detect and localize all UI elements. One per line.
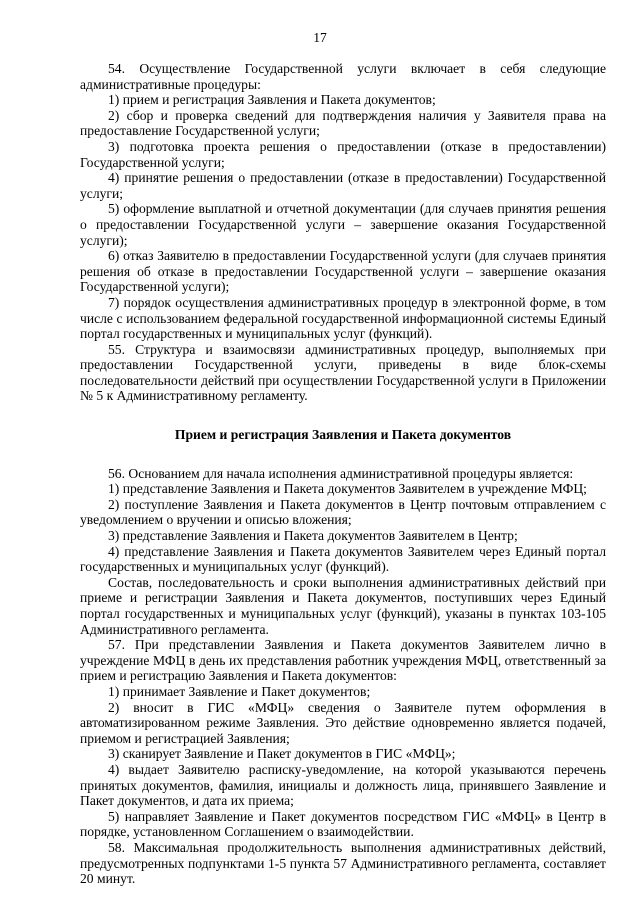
paragraph: 3) представление Заявления и Пакета документов Заявителем в Центр; [108,528,518,544]
paragraph: 5) оформление выплатной и отчетной документации (для случаев принятия решения о предоставлении Государственной услуги – завершение оказания Государственной услуги); [80,201,606,248]
paragraph: 7) порядок осуществления административных процедур в электронной форме, в том числе с использованием федеральной государственной информационной системы Единый портал государственных и муниципальных услуг (функций). [80,294,606,342]
paragraph: 56. Основанием для начала исполнения административной процедуры является: [108,465,574,481]
paragraph: 1) представление Заявления и Пакета документов Заявителем в учреждение МФЦ; [108,481,587,497]
paragraph: 1) прием и регистрация Заявления и Пакета документов; [108,92,436,108]
paragraph: 2) вносит в ГИС «МФЦ» сведения о Заявителе путем оформления в автоматизированном режиме Заявления. Это действие одновременно является подачей, приемом и регистрацией Заявления; [80,699,606,746]
paragraph: 4) выдает Заявителю расписку-уведомление, на которой указываются перечень принятых документов, фамилия, инициалы и должность лица, принявшего Заявление и Пакет документов, и дата их приема; [80,761,606,809]
paragraph: 4) принятие решения о предоставлении (отказе в предоставлении) Государственной услуги; [80,170,606,201]
paragraph: 3) подготовка проекта решения о предоставлении (отказе в предоставлении) Государственной услуги; [80,138,606,170]
section-procedures [80,61,606,404]
paragraph: 57. При представлении Заявления и Пакета документов Заявителем лично в учреждение МФЦ в день их представления работник учреждения МФЦ, ответственный за прием и регистрацию Заявления и Пакета документов: [80,637,606,684]
paragraph: 55. Структура и взаимосвязи административных процедур, выполняемых при предоставлении Государственной услуги, приведены в виде блок-схемы последовательности действий при осуществлении Государственной услуги в Приложении № 5 к Административному регламенту. [80,341,606,404]
paragraph: 6) отказ Заявителю в предоставлении Государственной услуги (для случаев принятия решения об отказе в предоставлении Государственной услуги – завершение оказания Государственной услуги); [80,248,606,295]
paragraph: 3) сканирует Заявление и Пакет документов в ГИС «МФЦ»; [108,746,456,762]
paragraph: Состав, последовательность и сроки выполнения административных действий при приеме и регистрации Заявления и Пакета документов, поступивших через Единый портал государственных и муниципальных услуг (функций), указаны в пунктах 103-105 Административного регламента. [80,574,606,637]
paragraph: 2) поступление Заявления и Пакета документов в Центр почтовым отправлением с уведомлением о вручении и описью вложения; [80,496,606,528]
section-heading: Прием и регистрация Заявления и Пакета документов [174,427,512,443]
paragraph: 2) сбор и проверка сведений для подтверждения наличия у Заявителя права на предоставление Государственной услуги; [80,107,606,139]
paragraph: 1) принимает Заявление и Пакет документов; [108,683,371,699]
document-body [80,61,606,887]
section-reception [80,466,606,887]
paragraph: 54. Осуществление Государственной услуги включает в себя следующие административные процедуры: [80,61,606,92]
paragraph: 4) представление Заявления и Пакета документов Заявителем через Единый портал государственных и муниципальных услуг (функций). [80,543,606,575]
paragraph: 5) направляет Заявление и Пакет документов посредством ГИС «МФЦ» в Центр в порядке, установленном Соглашением о взаимодействии. [80,808,606,840]
paragraph: 58. Максимальная продолжительность выполнения административных действий, предусмотренных подпунктами 1-5 пункта 57 Административного регламента, составляет 20 минут. [80,839,606,887]
page-number: 17 [313,30,327,45]
